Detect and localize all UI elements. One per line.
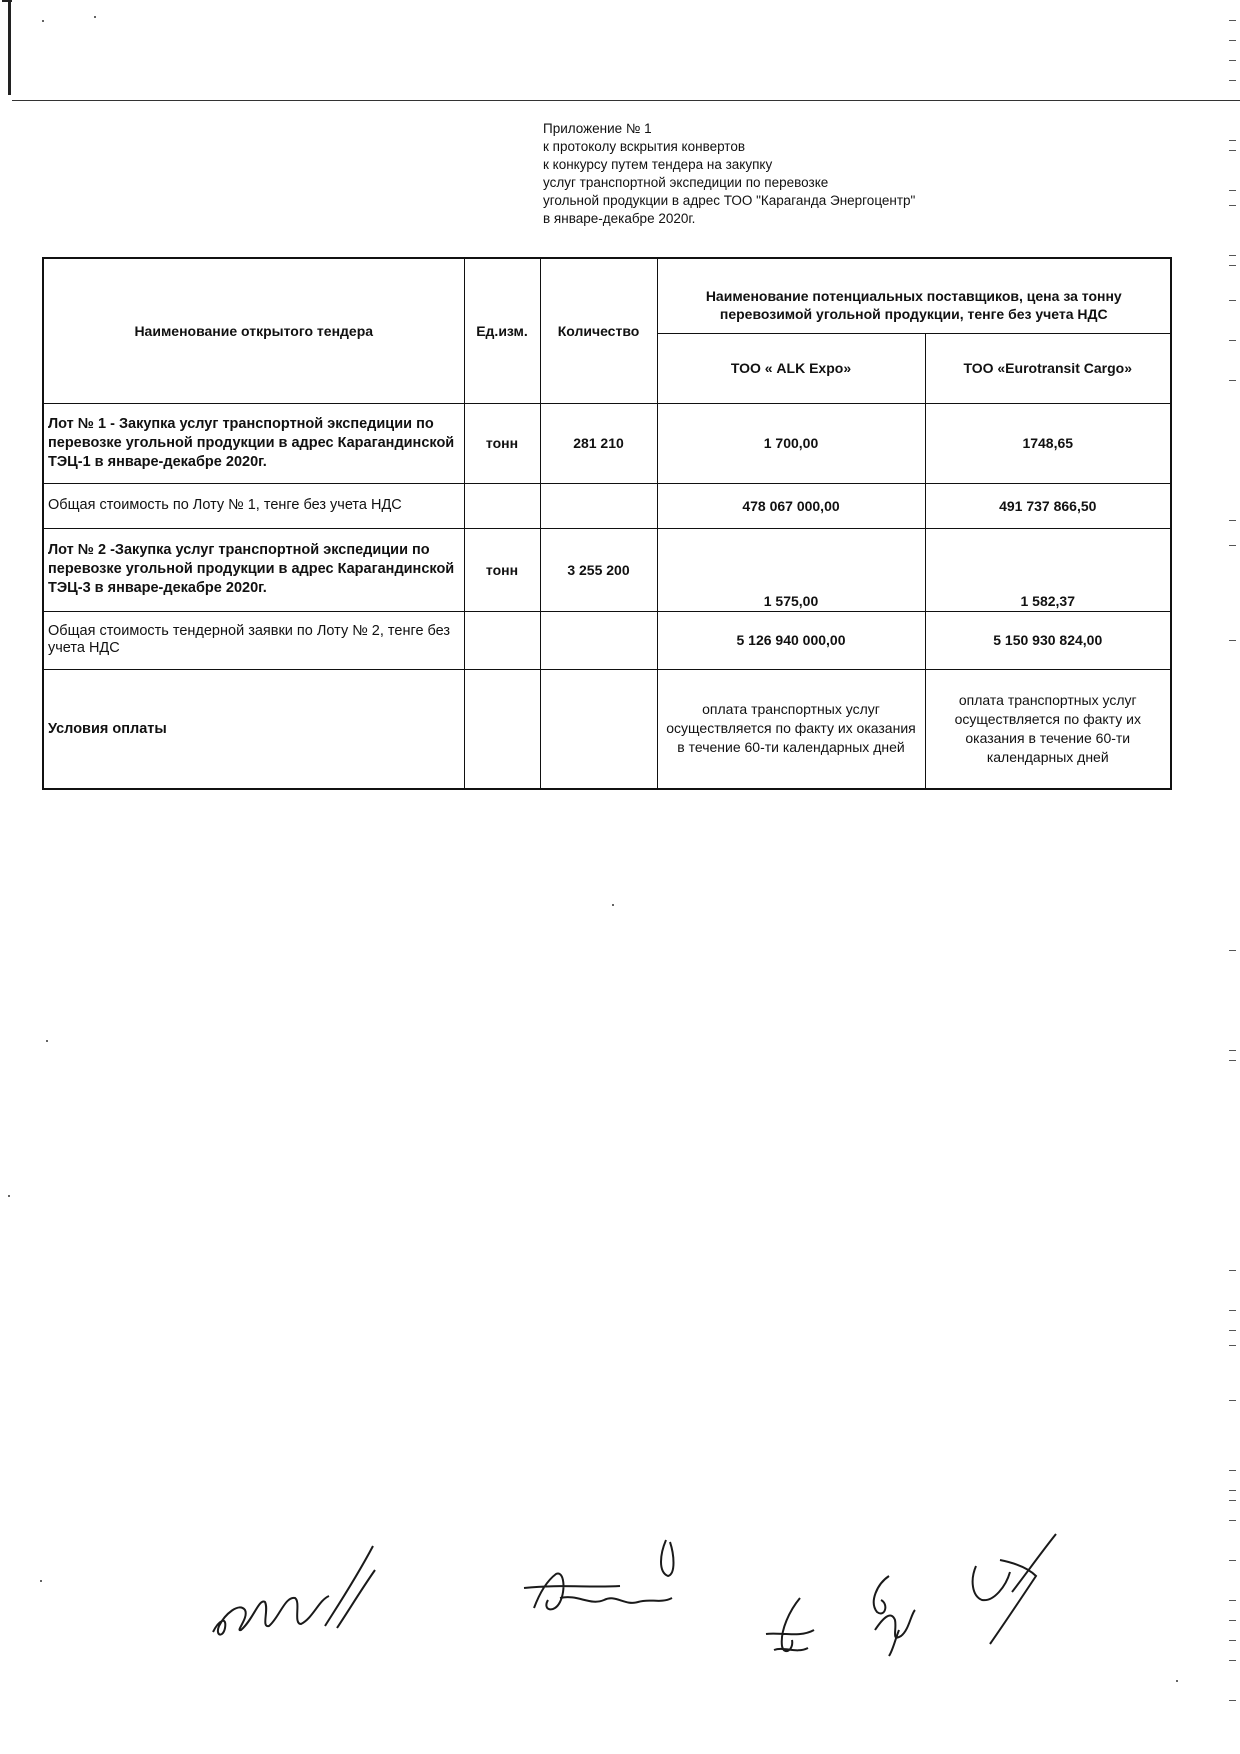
header-suppliers: Наименование потенциальных поставщиков, цена за тонну перевозимой угольной продукции, тенге без учета НДС bbox=[657, 258, 1171, 333]
lot1-total-eurotransit: 491 737 866,50 bbox=[925, 483, 1171, 528]
lot1-total-alk-expo: 478 067 000,00 bbox=[657, 483, 925, 528]
scan-margin-line bbox=[8, 0, 11, 95]
scan-speck bbox=[612, 904, 614, 906]
table-row bbox=[43, 483, 1171, 528]
header-tender-name: Наименование открытого тендера bbox=[43, 258, 464, 403]
payment-terms-eurotransit: оплата транспортных услуг осуществляется по факту их оказания в течение 60-ти календарных дней bbox=[925, 669, 1171, 789]
scan-speck bbox=[42, 20, 44, 22]
annex-line: к протоколу вскрытия конвертов bbox=[543, 139, 746, 154]
signature-1 bbox=[205, 1540, 385, 1650]
header-quantity: Количество bbox=[540, 258, 657, 403]
header-supplier-eurotransit-cargo: ТОО «Eurotransit Cargo» bbox=[925, 333, 1171, 403]
annex-line: угольной продукции в адрес ТОО "Караганда Энергоцентр" bbox=[543, 193, 916, 208]
lot2-price-eurotransit: 1 582,37 bbox=[925, 528, 1171, 611]
signature-2 bbox=[520, 1530, 700, 1630]
annex-line: услуг транспортной экспедиции по перевозке bbox=[543, 175, 829, 190]
empty-cell bbox=[540, 611, 657, 669]
lot1-price-eurotransit: 1748,65 bbox=[925, 403, 1171, 483]
signature-5 bbox=[960, 1530, 1070, 1650]
annex-line: в январе-декабре 2020г. bbox=[543, 211, 696, 226]
empty-cell bbox=[540, 483, 657, 528]
signature-4 bbox=[855, 1570, 925, 1660]
lot1-total-label: Общая стоимость по Лоту № 1, тенге без учета НДС bbox=[43, 483, 464, 528]
lot1-unit: тонн bbox=[464, 403, 540, 483]
lot2-name: Лот № 2 -Закупка услуг транспортной экспедиции по перевозке угольной продукции в адрес Карагандинской ТЭЦ-3 в январе-декабре 2020г. bbox=[43, 528, 464, 611]
lot2-quantity: 3 255 200 bbox=[540, 528, 657, 611]
annex-line: Приложение № 1 bbox=[543, 121, 652, 136]
lot2-total-alk-expo: 5 126 940 000,00 bbox=[657, 611, 925, 669]
scan-speck bbox=[46, 1040, 48, 1042]
annex-line: к конкурсу путем тендера на закупку bbox=[543, 157, 773, 172]
annex-header bbox=[543, 120, 915, 228]
scan-speck bbox=[94, 16, 96, 18]
scan-speck bbox=[8, 1195, 10, 1197]
signature-3 bbox=[760, 1590, 820, 1670]
empty-cell bbox=[464, 483, 540, 528]
lot1-price-alk-expo: 1 700,00 bbox=[657, 403, 925, 483]
table-row bbox=[43, 528, 1171, 611]
lot2-total-eurotransit: 5 150 930 824,00 bbox=[925, 611, 1171, 669]
header-unit: Ед.изм. bbox=[464, 258, 540, 403]
lot1-name: Лот № 1 - Закупка услуг транспортной экспедиции по перевозке угольной продукции в адрес Карагандинской ТЭЦ-1 в январе-декабре 2020г. bbox=[43, 403, 464, 483]
lot2-price-alk-expo: 1 575,00 bbox=[657, 528, 925, 611]
table-row bbox=[43, 403, 1171, 483]
empty-cell bbox=[464, 611, 540, 669]
lot2-total-label: Общая стоимость тендерной заявки по Лоту № 2, тенге без учета НДС bbox=[43, 611, 464, 669]
tender-table bbox=[42, 257, 1172, 790]
empty-cell bbox=[464, 669, 540, 789]
header-supplier-alk-expo: ТОО « ALK Expo» bbox=[657, 333, 925, 403]
signatures-area bbox=[0, 1530, 1240, 1730]
payment-terms-label: Условия оплаты bbox=[43, 669, 464, 789]
scan-right-edge-marks bbox=[1222, 0, 1240, 1754]
scan-horizontal-rule bbox=[12, 100, 1240, 101]
lot2-unit: тонн bbox=[464, 528, 540, 611]
table-row bbox=[43, 669, 1171, 789]
lot1-quantity: 281 210 bbox=[540, 403, 657, 483]
table-row bbox=[43, 611, 1171, 669]
empty-cell bbox=[540, 669, 657, 789]
payment-terms-alk-expo: оплата транспортных услуг осуществляется по факту их оказания в течение 60-ти календарных дней bbox=[657, 669, 925, 789]
